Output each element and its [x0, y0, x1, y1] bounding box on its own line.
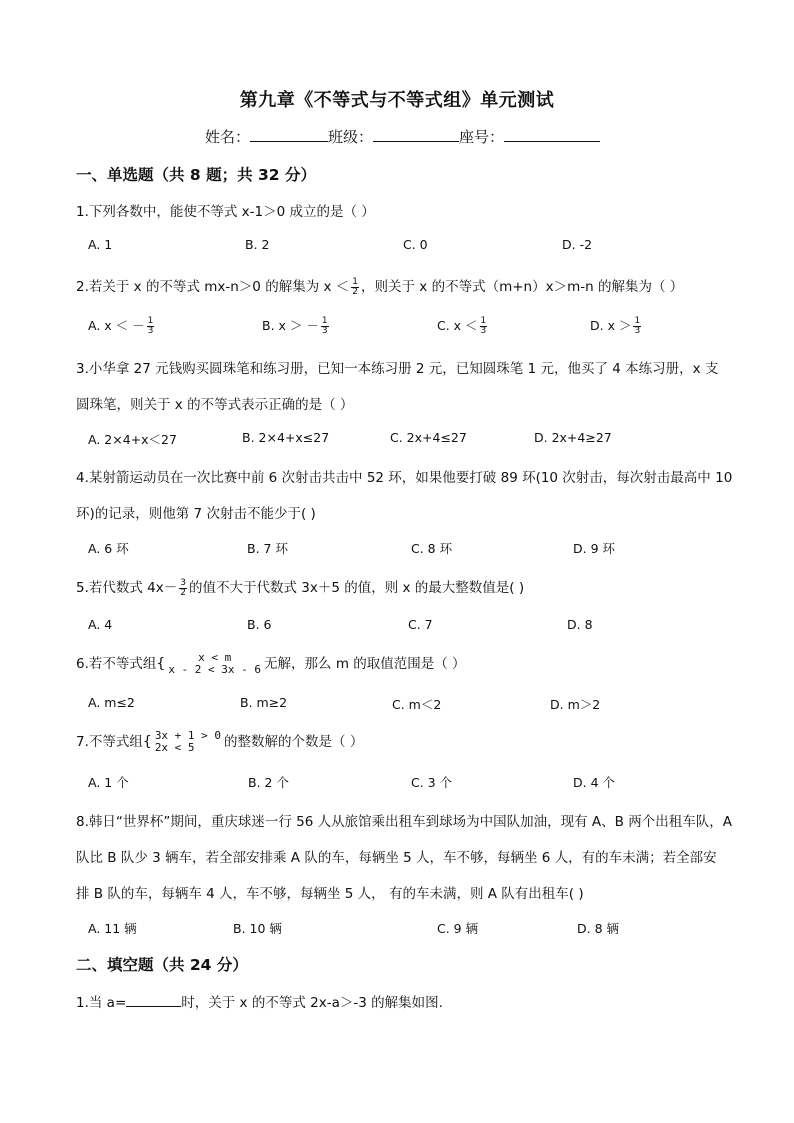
- q1-option-a[interactable]: A. 1: [88, 237, 113, 252]
- q7-brace: {: [142, 734, 152, 750]
- q2-option-d[interactable]: D. x ＞ $\frac{1}{3}$: [590, 316, 641, 336]
- section2-heading: 二、填空题（共 24 分）: [76, 956, 248, 974]
- q4-option-c[interactable]: C. 8 环: [411, 541, 453, 556]
- q6-text-b: 无解，那么 m 的取值范围是（ ）: [264, 656, 466, 672]
- q2-text-a: 2.若关于 x 的不等式 mx-n＞0 的解集为 x ＜: [76, 279, 350, 295]
- q2-option-c[interactable]: C. x ＜ $\frac{1}{3}$: [437, 316, 487, 336]
- q6-text-a: 6.若不等式组: [76, 656, 157, 672]
- q6-option-c[interactable]: C. m＜2: [392, 697, 442, 712]
- class-label: 班级：: [328, 128, 374, 146]
- question-4-line-2: 环)的记录，则他第 7 次射击不能少于( ): [76, 506, 316, 522]
- seat-blank[interactable]: [504, 127, 600, 142]
- q5-option-a[interactable]: A. 4: [88, 617, 113, 632]
- fill-q1-text-b: 时，关于 x 的不等式 2x-a＞-3 的解集如图.: [181, 995, 443, 1011]
- question-5-text: [76, 576, 524, 598]
- question-8-line-3: 排 B 队的车，每辆车 4 人，车不够，每辆坐 5 人， 有的车未满，则 A 队有出租车( ): [76, 886, 584, 902]
- q7-text-a: 7.不等式组: [76, 734, 143, 750]
- q6-system: x < m x - 2 < 3x - 6: [168, 651, 262, 676]
- q5-option-b[interactable]: B. 6: [247, 617, 272, 632]
- q7-text-b: 的整数解的个数是（ ）: [224, 734, 364, 750]
- q8-option-a[interactable]: A. 11 辆: [88, 921, 137, 936]
- q5-text-b: 的值不大于代数式 3x＋5 的值，则 x 的最大整数值是( ): [188, 580, 525, 596]
- q6-option-b[interactable]: B. m≥2: [240, 695, 288, 710]
- q1-option-c[interactable]: C. 0: [403, 237, 428, 252]
- q2-fraction: $\frac{1}{2}$: [352, 276, 358, 297]
- q3-option-c[interactable]: C. 2x+4≤27: [390, 430, 467, 445]
- q5-text-a: 5.若代数式 4x－: [76, 580, 178, 596]
- fill-q1-blank[interactable]: [126, 994, 181, 1007]
- question-3-line-1: 3.小华拿 27 元钱购买圆珠笔和练习册，已知一本练习册 2 元，已知圆珠笔 1 元，他买了 4 本练习册，x 支: [76, 361, 719, 377]
- q7-option-a[interactable]: A. 1 个: [88, 775, 129, 790]
- q4-option-b[interactable]: B. 7 环: [247, 541, 288, 556]
- question-7-text: [76, 730, 363, 754]
- q7-option-d[interactable]: D. 4 个: [573, 775, 615, 790]
- question-8-line-2: 队比 B 队少 3 辆车，若全部安排乘 A 队的车，每辆坐 5 人，车不够，每辆坐 6 人，有的车未满；若全部安: [76, 850, 717, 866]
- student-info: [205, 126, 600, 147]
- question-4-line-1: 4.某射箭运动员在一次比赛中前 6 次射击共击中 52 环，如果他要打破 89 环(10 次射击，每次射击最高中 10: [76, 470, 733, 486]
- seat-label: 座号：: [459, 128, 505, 146]
- q3-option-b[interactable]: B. 2×4+x≤27: [242, 430, 330, 445]
- q6-option-a[interactable]: A. m≤2: [88, 695, 135, 710]
- q2-option-b[interactable]: B. x ＞ － $\frac{1}{3}$: [262, 316, 328, 336]
- q7-option-c[interactable]: C. 3 个: [411, 775, 453, 790]
- q8-option-d[interactable]: D. 8 辆: [577, 921, 619, 936]
- q5-fraction: $\frac{3}{2}$: [180, 577, 186, 598]
- q4-option-d[interactable]: D. 9 环: [573, 541, 615, 556]
- q6-option-d[interactable]: D. m＞2: [550, 697, 601, 712]
- question-6-text: [76, 652, 466, 676]
- name-label: 姓名：: [205, 128, 251, 146]
- q2-option-a[interactable]: A. x ＜ － $\frac{1}{3}$: [88, 316, 154, 336]
- q8-option-c[interactable]: C. 9 辆: [437, 921, 479, 936]
- question-8-line-1: 8.韩日“世界杯”期间，重庆球迷一行 56 人从旅馆乘出租车到球场为中国队加油，现有 A、B 两个出租车队，A: [76, 814, 732, 830]
- q2-text-b: ，则关于 x 的不等式（m+n）x＞m-n 的解集为（ ）: [361, 279, 684, 295]
- q3-option-a[interactable]: A. 2×4+x＜27: [88, 432, 177, 447]
- fill-q1-text-a: 1.当 a=: [76, 995, 127, 1011]
- q3-option-d[interactable]: D. 2x+4≥27: [534, 430, 612, 445]
- section1-heading: 一、单选题（共 8 题；共 32 分）: [76, 166, 316, 184]
- q7-option-b[interactable]: B. 2 个: [248, 775, 289, 790]
- question-1-text: 1.下列各数中，能使不等式 x-1＞0 成立的是（ ）: [76, 204, 375, 220]
- q6-brace: {: [156, 656, 166, 672]
- question-3-line-2: 圆珠笔，则关于 x 的不等式表示正确的是（ ）: [76, 397, 354, 413]
- page-title: 第九章《不等式与不等式组》单元测试: [239, 90, 555, 111]
- q5-option-c[interactable]: C. 7: [408, 617, 433, 632]
- q5-option-d[interactable]: D. 8: [567, 617, 593, 632]
- question-2-text: [76, 275, 683, 297]
- q1-option-d[interactable]: D. -2: [562, 237, 593, 252]
- name-blank[interactable]: [250, 127, 328, 142]
- class-blank[interactable]: [373, 127, 459, 142]
- q7-system: 3x + 1 > 0 2x < 5: [154, 729, 222, 754]
- q8-option-b[interactable]: B. 10 辆: [233, 921, 282, 936]
- q1-option-b[interactable]: B. 2: [245, 237, 270, 252]
- q4-option-a[interactable]: A. 6 环: [88, 541, 129, 556]
- fill-question-1: [76, 991, 443, 1011]
